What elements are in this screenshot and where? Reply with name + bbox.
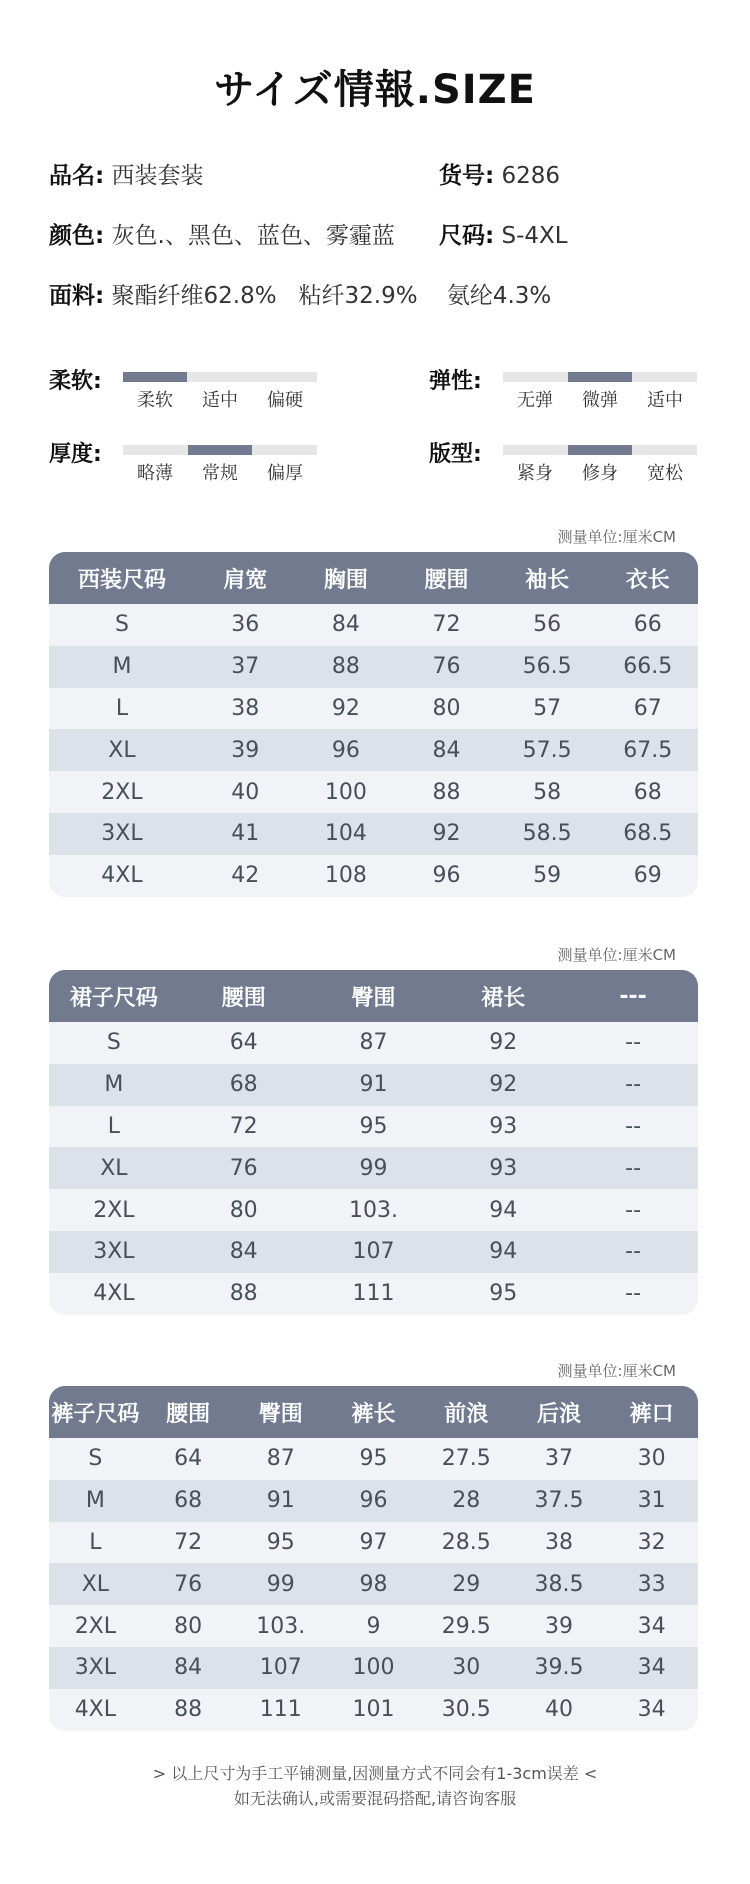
table-cell: 41 bbox=[231, 821, 260, 847]
table-cell: 37 bbox=[544, 1446, 573, 1472]
table-cell: 95 bbox=[359, 1446, 388, 1472]
table-cell: 107 bbox=[259, 1655, 302, 1681]
table-cell: 96 bbox=[359, 1488, 388, 1514]
column-header: 衣长 bbox=[625, 567, 670, 593]
fit-option: 宽松 bbox=[647, 463, 683, 484]
table-cell: 28 bbox=[452, 1488, 481, 1514]
table-cell: 39.5 bbox=[534, 1655, 584, 1681]
fit-label: 版型: bbox=[429, 442, 482, 467]
table-body bbox=[49, 604, 698, 897]
table-cell: 4XL bbox=[101, 863, 143, 889]
footer-note-1: > 以上尺寸为手工平铺测量,因测量方式不同会有1-3cm误差 < bbox=[152, 1764, 598, 1783]
column-header: 腰围 bbox=[221, 985, 266, 1011]
table-cell: 30 bbox=[637, 1446, 666, 1472]
table-cell: 76 bbox=[174, 1571, 203, 1597]
table-cell: 2XL bbox=[74, 1613, 117, 1639]
table-cell: 58.5 bbox=[522, 821, 572, 847]
fabric-label: 面料: bbox=[49, 283, 105, 309]
table-cell: -- bbox=[625, 1197, 642, 1223]
table-row bbox=[49, 1438, 698, 1480]
thickness-label: 厚度: bbox=[49, 442, 102, 467]
page-title: サイズ情報.SIZE bbox=[213, 67, 536, 113]
thickness-bar bbox=[123, 445, 317, 455]
table-cell: 27.5 bbox=[441, 1446, 491, 1472]
table-row bbox=[49, 688, 698, 730]
elasticity-label: 弹性: bbox=[429, 369, 482, 394]
table-cell: 38 bbox=[544, 1529, 573, 1555]
table-cell: M bbox=[104, 1072, 124, 1098]
table-cell: -- bbox=[625, 1072, 642, 1098]
table-cell: 56 bbox=[533, 612, 562, 638]
table-cell: L bbox=[115, 695, 129, 721]
softness-option: 偏硬 bbox=[267, 390, 303, 411]
table-cell: 88 bbox=[331, 654, 360, 680]
table-cell: XL bbox=[81, 1571, 110, 1597]
thickness-indicator bbox=[188, 445, 252, 455]
table-body bbox=[49, 1438, 698, 1731]
table-cell: 34 bbox=[637, 1655, 666, 1681]
table-cell: 64 bbox=[229, 1030, 258, 1056]
table-cell: 103. bbox=[256, 1613, 306, 1639]
table-cell: -- bbox=[625, 1113, 642, 1139]
table-cell: 111 bbox=[352, 1281, 395, 1307]
table-cell: 95 bbox=[359, 1113, 388, 1139]
table-cell: M bbox=[112, 654, 132, 680]
table-cell: -- bbox=[625, 1239, 642, 1265]
table-cell: 56.5 bbox=[522, 654, 572, 680]
table-cell: 66.5 bbox=[623, 654, 673, 680]
table-row bbox=[49, 604, 698, 646]
sku-row bbox=[439, 157, 560, 190]
table-cell: 57 bbox=[533, 695, 562, 721]
table-cell: 72 bbox=[174, 1529, 203, 1555]
table-cell: 92 bbox=[331, 695, 360, 721]
table-cell: 42 bbox=[231, 863, 260, 889]
table-cell: 72 bbox=[432, 612, 461, 638]
table-cell: 101 bbox=[352, 1697, 395, 1723]
fit-indicator bbox=[568, 445, 632, 455]
skirt-unit-note: 测量单位:厘米CM bbox=[557, 946, 676, 964]
pants-size-table bbox=[49, 1386, 698, 1731]
elasticity-option: 无弹 bbox=[517, 390, 553, 411]
table-cell: 3XL bbox=[74, 1655, 117, 1681]
table-cell: 57.5 bbox=[522, 737, 572, 763]
table-cell: 33 bbox=[637, 1571, 666, 1597]
table-cell: 39 bbox=[231, 737, 260, 763]
column-header: --- bbox=[619, 983, 647, 1009]
table-header bbox=[49, 970, 698, 1022]
table-cell: 2XL bbox=[93, 1197, 135, 1223]
table-cell: -- bbox=[625, 1155, 642, 1181]
table-row bbox=[49, 1647, 698, 1689]
table-cell: 58 bbox=[533, 779, 562, 805]
table-cell: 76 bbox=[432, 654, 461, 680]
table-cell: 38 bbox=[231, 695, 260, 721]
table-row bbox=[49, 1064, 698, 1106]
table-cell: 84 bbox=[331, 612, 360, 638]
table-cell: 68 bbox=[229, 1072, 258, 1098]
fabric-value: 聚酯纤维62.8% 粘纤32.9% 氨纶4.3% bbox=[111, 283, 552, 309]
table-cell: 37 bbox=[231, 654, 260, 680]
table-cell: -- bbox=[625, 1281, 642, 1307]
table-cell: 108 bbox=[324, 863, 367, 889]
table-cell: 88 bbox=[432, 779, 461, 805]
table-cell: 64 bbox=[174, 1446, 203, 1472]
table-cell: 68.5 bbox=[623, 821, 673, 847]
table-cell: 95 bbox=[489, 1281, 518, 1307]
thickness-option: 偏厚 bbox=[267, 463, 303, 484]
table-cell: 84 bbox=[229, 1239, 258, 1265]
table-row bbox=[49, 646, 698, 688]
table-cell: 100 bbox=[352, 1655, 395, 1681]
table-cell: 30.5 bbox=[441, 1697, 491, 1723]
column-header: 西装尺码 bbox=[77, 567, 166, 593]
sku-value: 6286 bbox=[501, 163, 561, 189]
table-cell: 103. bbox=[349, 1197, 398, 1223]
table-cell: 4XL bbox=[93, 1281, 135, 1307]
table-cell: 80 bbox=[432, 695, 461, 721]
table-cell: 96 bbox=[432, 863, 461, 889]
table-cell: 3XL bbox=[101, 821, 143, 847]
table-cell: 29.5 bbox=[441, 1613, 491, 1639]
table-cell: 88 bbox=[174, 1697, 203, 1723]
table-cell: 97 bbox=[359, 1529, 388, 1555]
table-row bbox=[49, 1231, 698, 1273]
table-cell: S bbox=[114, 612, 129, 638]
table-cell: -- bbox=[625, 1030, 642, 1056]
table-cell: 32 bbox=[637, 1529, 666, 1555]
column-header: 裙子尺码 bbox=[69, 985, 158, 1011]
table-cell: 80 bbox=[174, 1613, 203, 1639]
table-row bbox=[49, 1689, 698, 1731]
footer-note-2: 如无法确认,或需要混码搭配,请咨询客服 bbox=[233, 1789, 517, 1808]
softness-option: 适中 bbox=[202, 390, 238, 411]
fit-option: 紧身 bbox=[517, 463, 553, 484]
table-cell: XL bbox=[108, 737, 136, 763]
table-cell: 98 bbox=[359, 1571, 388, 1597]
table-cell: 111 bbox=[259, 1697, 302, 1723]
table-cell: M bbox=[85, 1488, 105, 1514]
size-value: S-4XL bbox=[501, 223, 568, 249]
color-row bbox=[49, 217, 395, 250]
table-cell: L bbox=[89, 1529, 102, 1555]
table-row bbox=[49, 1022, 698, 1064]
table-cell: 68 bbox=[174, 1488, 203, 1514]
elasticity-bar bbox=[503, 372, 697, 382]
column-header: 裙长 bbox=[481, 985, 526, 1011]
table-cell: 94 bbox=[489, 1239, 518, 1265]
elasticity-option: 适中 bbox=[647, 390, 683, 411]
table-cell: L bbox=[107, 1113, 121, 1139]
table-cell: 104 bbox=[324, 821, 367, 847]
suit-unit-note: 测量单位:厘米CM bbox=[557, 528, 676, 546]
table-cell: 76 bbox=[229, 1155, 258, 1181]
column-header: 裤子尺码 bbox=[51, 1401, 140, 1427]
column-header: 后浪 bbox=[536, 1401, 581, 1427]
table-row bbox=[49, 771, 698, 813]
table-cell: S bbox=[106, 1030, 121, 1056]
softness-indicator bbox=[123, 372, 187, 382]
table-cell: 87 bbox=[266, 1446, 295, 1472]
column-header: 前浪 bbox=[444, 1401, 489, 1427]
color-label: 颜色: bbox=[49, 223, 105, 249]
table-cell: 69 bbox=[633, 863, 662, 889]
table-row bbox=[49, 1189, 698, 1231]
table-cell: 2XL bbox=[101, 779, 143, 805]
table-cell: 36 bbox=[231, 612, 260, 638]
table-row bbox=[49, 1522, 698, 1564]
table-cell: 92 bbox=[489, 1030, 518, 1056]
column-header: 腰围 bbox=[424, 567, 469, 593]
table-cell: 95 bbox=[266, 1529, 295, 1555]
table-cell: 9 bbox=[366, 1613, 381, 1639]
table-cell: 100 bbox=[324, 779, 367, 805]
column-header: 臀围 bbox=[351, 985, 396, 1011]
size-row bbox=[439, 217, 568, 250]
table-cell: 94 bbox=[489, 1197, 518, 1223]
table-cell: 84 bbox=[174, 1655, 203, 1681]
table-cell: 107 bbox=[352, 1239, 395, 1265]
table-cell: 4XL bbox=[74, 1697, 117, 1723]
product-name-row bbox=[49, 157, 204, 190]
table-cell: 31 bbox=[637, 1488, 666, 1514]
color-value: 灰色.、黑色、蓝色、雾霾蓝 bbox=[111, 223, 395, 249]
column-header: 臀围 bbox=[258, 1401, 303, 1427]
size-label: 尺码: bbox=[439, 223, 495, 249]
softness-bar bbox=[123, 372, 317, 382]
table-row bbox=[49, 1563, 698, 1605]
table-cell: 80 bbox=[229, 1197, 258, 1223]
column-header: 腰围 bbox=[166, 1401, 211, 1427]
fit-option: 修身 bbox=[582, 463, 618, 484]
table-cell: 91 bbox=[359, 1072, 388, 1098]
table-cell: 93 bbox=[489, 1113, 518, 1139]
fit-bar bbox=[503, 445, 697, 455]
table-cell: 29 bbox=[452, 1571, 481, 1597]
table-row bbox=[49, 855, 698, 897]
elasticity-indicator bbox=[568, 372, 632, 382]
table-row bbox=[49, 1106, 698, 1148]
fabric-row bbox=[49, 277, 551, 310]
table-cell: 3XL bbox=[93, 1239, 135, 1265]
softness-label: 柔软: bbox=[49, 369, 102, 394]
table-cell: 67 bbox=[633, 695, 662, 721]
table-cell: 84 bbox=[432, 737, 461, 763]
column-header: 袖长 bbox=[525, 567, 570, 593]
column-header: 裤口 bbox=[629, 1401, 674, 1427]
table-cell: XL bbox=[100, 1155, 128, 1181]
table-row bbox=[49, 1605, 698, 1647]
thickness-option: 略薄 bbox=[137, 463, 173, 484]
pants-unit-note: 测量单位:厘米CM bbox=[557, 1362, 676, 1380]
table-header bbox=[49, 552, 698, 604]
table-cell: 39 bbox=[544, 1613, 573, 1639]
table-row bbox=[49, 1273, 698, 1315]
table-header bbox=[49, 1386, 698, 1438]
column-header: 肩宽 bbox=[223, 567, 268, 593]
table-cell: 99 bbox=[266, 1571, 295, 1597]
skirt-size-table bbox=[49, 970, 698, 1315]
table-cell: 28.5 bbox=[441, 1529, 491, 1555]
table-cell: 87 bbox=[359, 1030, 388, 1056]
table-cell: 67.5 bbox=[623, 737, 673, 763]
thickness-option: 常规 bbox=[202, 463, 238, 484]
table-cell: 96 bbox=[331, 737, 360, 763]
table-cell: 66 bbox=[633, 612, 662, 638]
table-cell: 99 bbox=[359, 1155, 388, 1181]
table-cell: 30 bbox=[452, 1655, 481, 1681]
table-cell: 92 bbox=[489, 1072, 518, 1098]
table-cell: 34 bbox=[637, 1697, 666, 1723]
table-row bbox=[49, 1480, 698, 1522]
table-cell: 37.5 bbox=[534, 1488, 584, 1514]
column-header: 胸围 bbox=[323, 567, 368, 593]
table-cell: 38.5 bbox=[534, 1571, 584, 1597]
product-name-label: 品名: bbox=[49, 163, 105, 189]
table-cell: 40 bbox=[231, 779, 260, 805]
table-cell: 59 bbox=[533, 863, 562, 889]
table-body bbox=[49, 1022, 698, 1315]
table-cell: 68 bbox=[633, 779, 662, 805]
suit-size-table bbox=[49, 552, 698, 897]
table-row bbox=[49, 1147, 698, 1189]
table-row bbox=[49, 813, 698, 855]
table-cell: 72 bbox=[229, 1113, 258, 1139]
elasticity-option: 微弹 bbox=[582, 390, 618, 411]
softness-option: 柔软 bbox=[137, 390, 173, 411]
table-cell: 34 bbox=[637, 1613, 666, 1639]
table-cell: 40 bbox=[544, 1697, 573, 1723]
column-header: 裤长 bbox=[351, 1401, 396, 1427]
table-cell: 88 bbox=[229, 1281, 258, 1307]
table-cell: 93 bbox=[489, 1155, 518, 1181]
table-cell: S bbox=[88, 1446, 103, 1472]
table-cell: 92 bbox=[432, 821, 461, 847]
product-name-value: 西装套装 bbox=[111, 163, 204, 189]
table-row bbox=[49, 729, 698, 771]
table-cell: 91 bbox=[266, 1488, 295, 1514]
sku-label: 货号: bbox=[439, 163, 495, 189]
